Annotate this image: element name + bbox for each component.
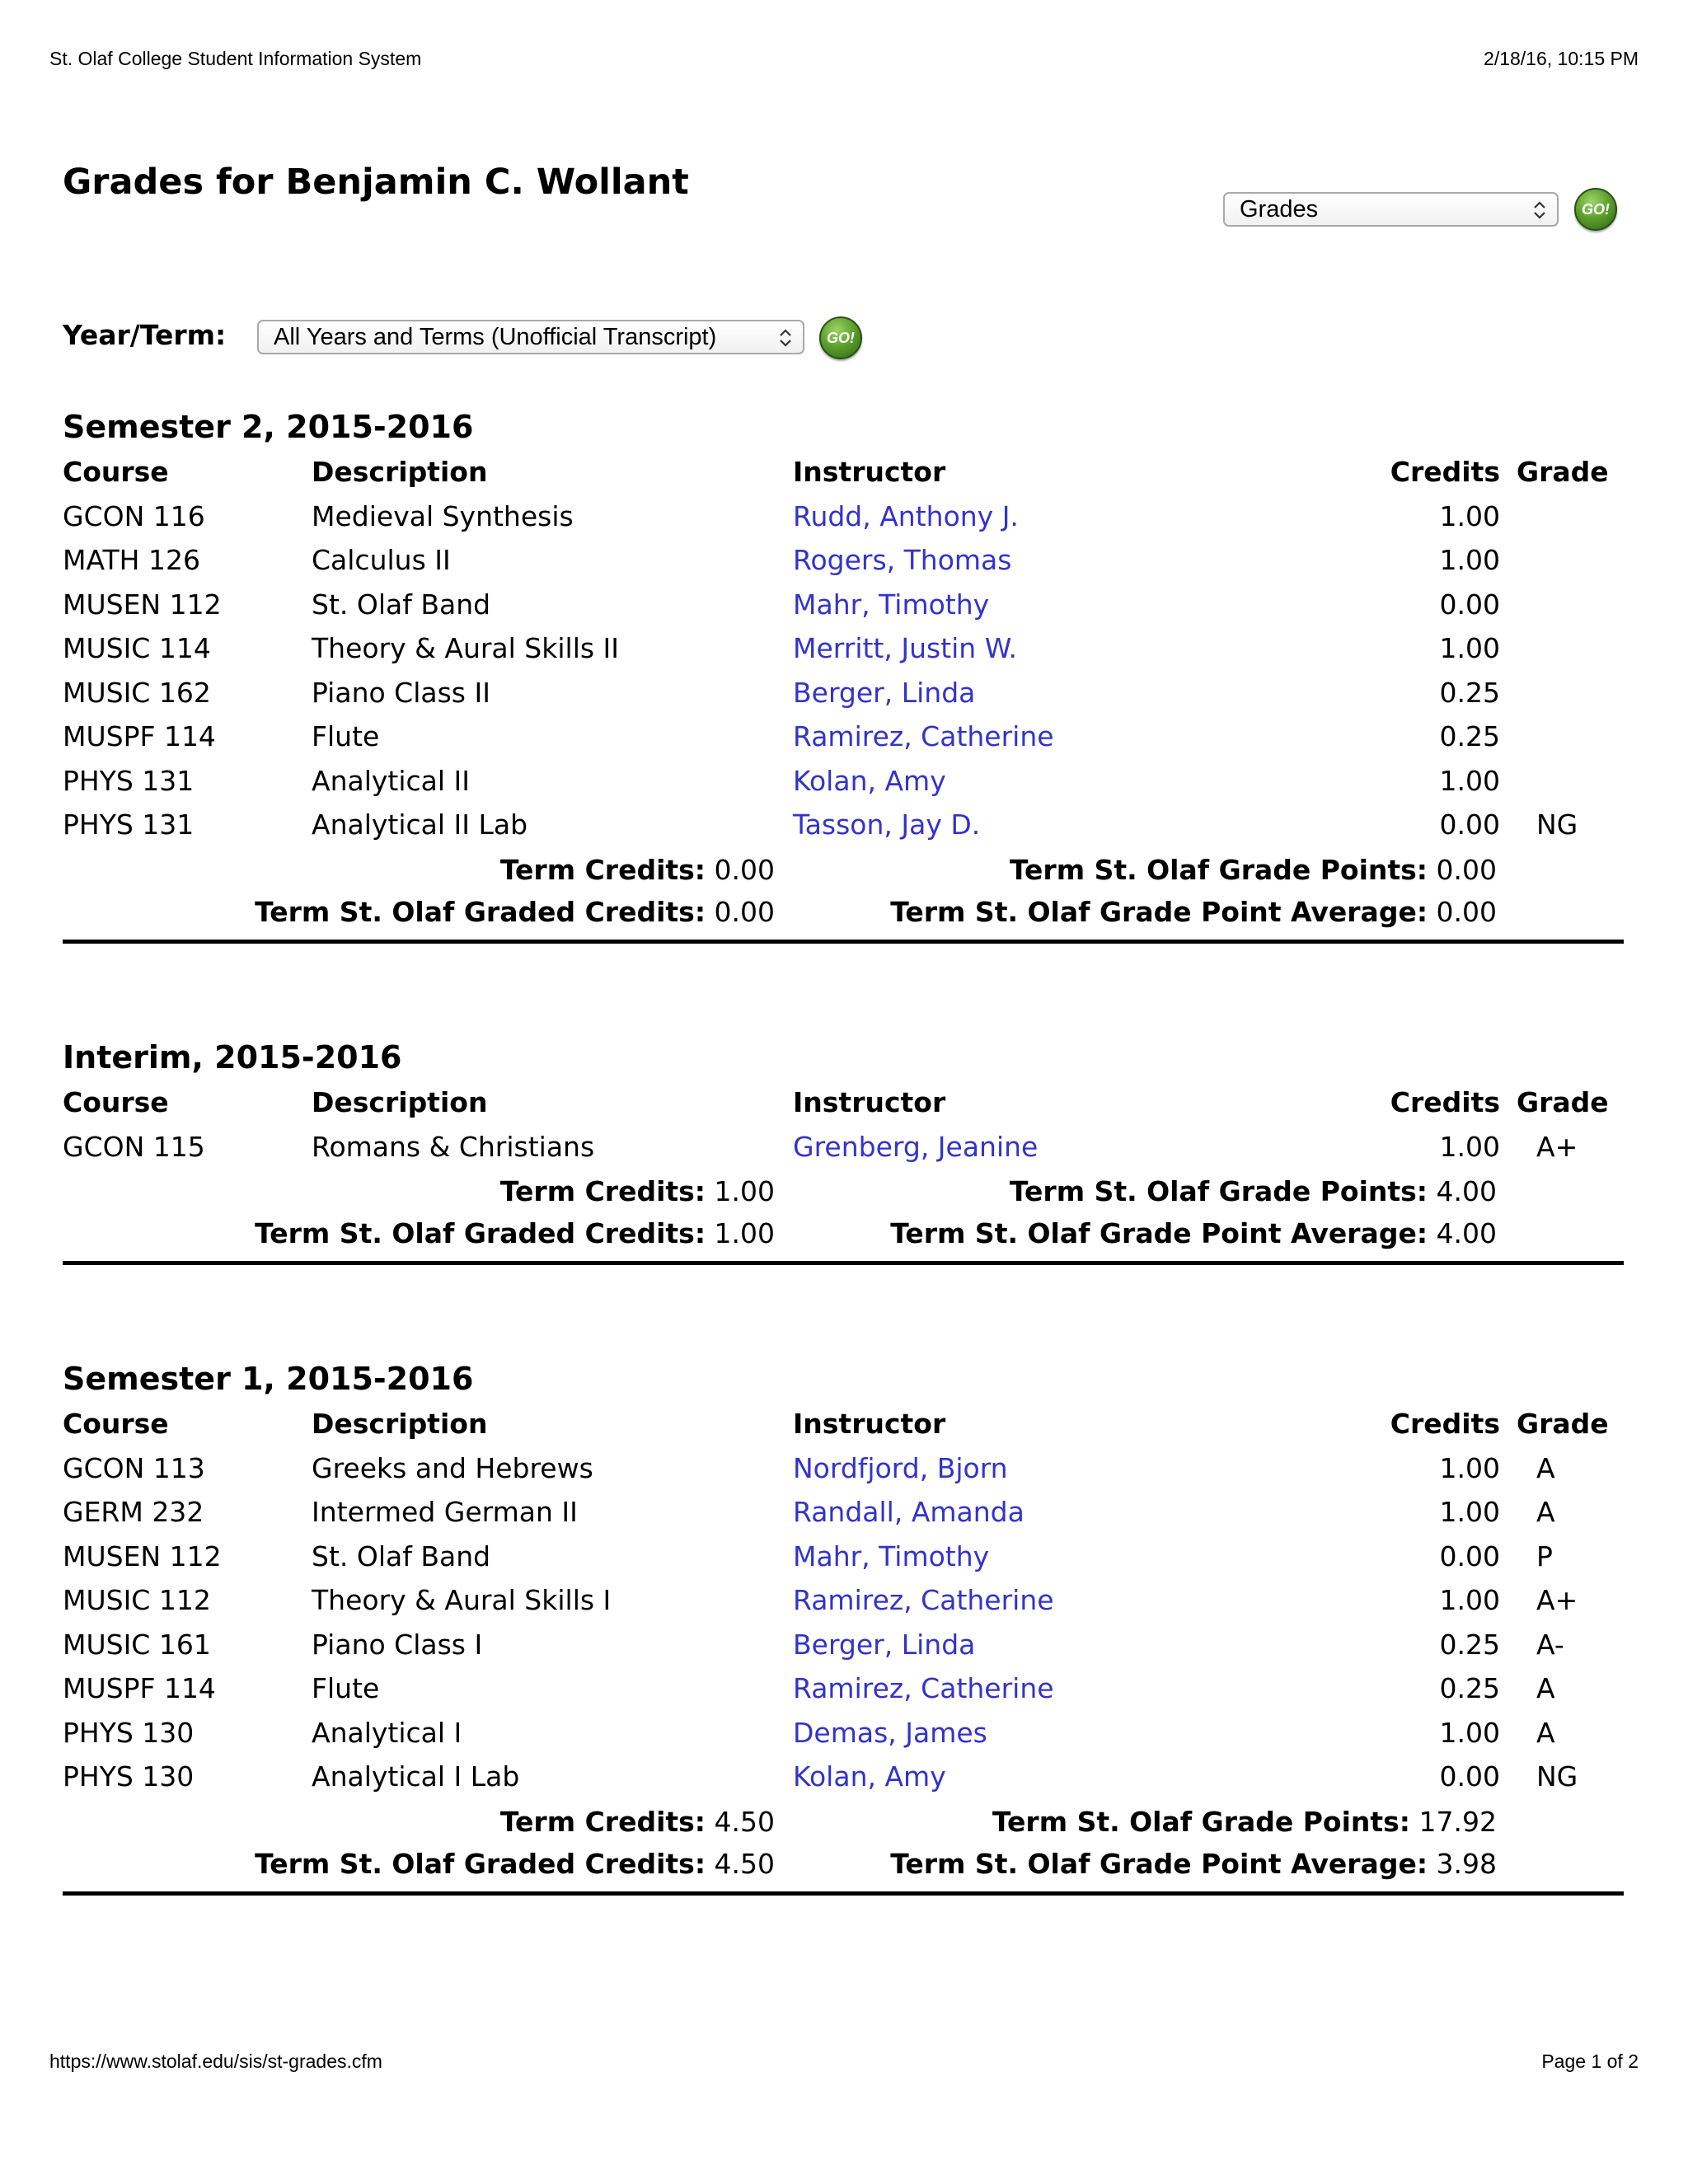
- course-code: MUSPF 114: [63, 720, 216, 752]
- course-grade: A: [1536, 1496, 1555, 1528]
- table-row: [63, 1578, 1624, 1623]
- course-credits: 1.00: [1439, 1716, 1500, 1749]
- course-code: PHYS 131: [63, 808, 195, 841]
- term-totals: [63, 1799, 1624, 1883]
- graded-credits-value: 1.00: [714, 1217, 775, 1249]
- course-description: St. Olaf Band: [312, 588, 491, 621]
- instructor-link[interactable]: Nordfjord, Bjorn: [793, 1451, 1008, 1484]
- go-button-icon: GO!: [827, 329, 855, 346]
- course-grade: P: [1536, 1540, 1553, 1572]
- course-credits: 1.00: [1439, 1496, 1500, 1528]
- table-row: [63, 1623, 1624, 1667]
- column-header-credits: Credits: [1390, 1086, 1500, 1118]
- course-description: Intermed German II: [312, 1496, 578, 1528]
- course-credits: 1.00: [1439, 1451, 1500, 1484]
- page-url: https://www.stolaf.edu/sis/st-grades.cfm: [49, 2050, 382, 2072]
- grade-points-label: Term St. Olaf Grade Points:: [1009, 853, 1428, 886]
- graded-credits-total: [255, 1217, 775, 1249]
- graded-credits-value: 0.00: [714, 895, 775, 928]
- term-totals: [63, 1169, 1624, 1253]
- graded-credits-label: Term St. Olaf Graded Credits:: [255, 895, 706, 928]
- course-description: Analytical I: [312, 1716, 462, 1749]
- term-section: [63, 404, 1624, 944]
- year-term-label: Year/Term:: [63, 319, 227, 351]
- course-grade: A: [1536, 1672, 1555, 1704]
- page-number: Page 1 of 2: [1541, 2050, 1639, 2072]
- course-description: Piano Class II: [312, 676, 490, 709]
- course-code: GCON 113: [63, 1451, 205, 1484]
- table-row: [63, 626, 1624, 671]
- course-credits: 0.00: [1439, 808, 1500, 841]
- course-credits: 1.00: [1439, 499, 1500, 532]
- select-arrows-icon: [1532, 199, 1547, 221]
- term-credits-label: Term Credits:: [499, 1175, 706, 1207]
- select-arrows-icon: [778, 327, 793, 349]
- course-description: St. Olaf Band: [312, 1540, 491, 1572]
- graded-credits-label: Term St. Olaf Graded Credits:: [255, 1217, 706, 1249]
- term-credits-value: 1.00: [714, 1175, 775, 1207]
- table-row: [63, 1711, 1624, 1755]
- course-rows: [63, 1125, 1624, 1169]
- course-code: MUSIC 114: [63, 632, 211, 664]
- column-header-instructor: Instructor: [793, 1086, 946, 1118]
- term-title: Semester 2, 2015-2016: [63, 409, 474, 445]
- view-select[interactable]: [1223, 192, 1559, 227]
- column-header-description: Description: [312, 1408, 488, 1440]
- print-footer: [49, 2050, 1639, 2073]
- column-header-course: Course: [63, 1408, 169, 1440]
- table-row: [63, 1490, 1624, 1535]
- table-row: [63, 1535, 1624, 1579]
- gpa-label: Term St. Olaf Grade Point Average:: [890, 895, 1428, 928]
- instructor-link[interactable]: Kolan, Amy: [793, 764, 946, 797]
- course-code: MUSIC 162: [63, 676, 211, 709]
- table-row: [63, 494, 1624, 539]
- table-row: [63, 671, 1624, 715]
- grade-points-label: Term St. Olaf Grade Points:: [992, 1805, 1411, 1838]
- graded-credits-value: 4.50: [714, 1847, 775, 1880]
- gpa-label: Term St. Olaf Grade Point Average:: [890, 1217, 1428, 1249]
- course-credits: 1.00: [1439, 1130, 1500, 1163]
- table-row: [63, 803, 1624, 847]
- column-header-course: Course: [63, 456, 169, 488]
- column-header-credits: Credits: [1390, 1408, 1500, 1440]
- course-description: Greeks and Hebrews: [312, 1451, 593, 1484]
- section-divider: [63, 1261, 1624, 1265]
- table-row: [63, 759, 1624, 804]
- section-divider: [63, 1891, 1624, 1896]
- course-description: Romans & Christians: [312, 1130, 595, 1163]
- gpa-value: 4.00: [1436, 1217, 1497, 1249]
- column-header-grade: Grade: [1517, 456, 1609, 488]
- year-term-select[interactable]: [257, 320, 804, 354]
- instructor-link[interactable]: Rogers, Thomas: [793, 544, 1012, 576]
- course-code: GCON 116: [63, 499, 205, 532]
- course-credits: 1.00: [1439, 1584, 1500, 1616]
- section-divider: [63, 940, 1624, 944]
- column-header-credits: Credits: [1390, 456, 1500, 488]
- course-code: GCON 115: [63, 1130, 205, 1163]
- course-code: PHYS 131: [63, 764, 195, 797]
- course-credits: 1.00: [1439, 632, 1500, 664]
- course-description: Flute: [312, 1672, 380, 1704]
- course-code: MATH 126: [63, 544, 200, 576]
- term-credits-total: [500, 854, 775, 886]
- course-code: MUSIC 112: [63, 1584, 211, 1616]
- grade-points-value: 4.00: [1436, 1175, 1497, 1207]
- instructor-link[interactable]: Randall, Amanda: [793, 1496, 1025, 1528]
- course-code: MUSPF 114: [63, 1672, 216, 1704]
- course-credits: 0.00: [1439, 1760, 1500, 1793]
- term-credits-label: Term Credits:: [499, 1805, 706, 1838]
- gpa-total: [890, 1217, 1497, 1249]
- grade-points-total: [1010, 1175, 1497, 1207]
- instructor-link[interactable]: Kolan, Amy: [793, 1760, 946, 1793]
- course-credits: 0.25: [1439, 720, 1500, 752]
- course-credits: 1.00: [1439, 764, 1500, 797]
- course-grade: NG: [1536, 1760, 1578, 1793]
- course-code: MUSEN 112: [63, 1540, 222, 1572]
- gpa-value: 0.00: [1436, 895, 1497, 928]
- table-row: [63, 583, 1624, 627]
- graded-credits-label: Term St. Olaf Graded Credits:: [255, 1847, 706, 1880]
- course-description: Medieval Synthesis: [312, 499, 574, 532]
- table-row: [63, 1125, 1624, 1169]
- instructor-link[interactable]: Rudd, Anthony J.: [793, 499, 1019, 532]
- gpa-value: 3.98: [1436, 1847, 1497, 1880]
- print-header: [49, 48, 1639, 70]
- course-grade: NG: [1536, 808, 1578, 841]
- instructor-link[interactable]: Demas, James: [793, 1716, 987, 1749]
- course-rows: [63, 1446, 1624, 1799]
- instructor-link[interactable]: Ramirez, Catherine: [793, 1672, 1054, 1704]
- column-header-grade: Grade: [1517, 1086, 1609, 1118]
- course-credits: 0.00: [1439, 588, 1500, 621]
- term-credits-label: Term Credits:: [499, 853, 706, 886]
- instructor-link[interactable]: Berger, Linda: [793, 676, 976, 709]
- course-description: Calculus II: [312, 544, 451, 576]
- column-header-description: Description: [312, 1086, 488, 1118]
- gpa-total: [890, 1848, 1497, 1880]
- course-description: Analytical I Lab: [312, 1760, 520, 1793]
- course-code: PHYS 130: [63, 1760, 195, 1793]
- course-grade: A+: [1536, 1584, 1578, 1616]
- instructor-link[interactable]: Ramirez, Catherine: [793, 1584, 1054, 1616]
- grade-points-total: [1010, 854, 1497, 886]
- grade-points-total: [992, 1806, 1497, 1838]
- term-credits-total: [500, 1175, 775, 1207]
- course-code: PHYS 130: [63, 1716, 195, 1749]
- course-grade: A-: [1536, 1628, 1564, 1661]
- column-header-instructor: Instructor: [793, 456, 946, 488]
- site-title: St. Olaf College Student Information System: [49, 48, 422, 69]
- instructor-link[interactable]: Merritt, Justin W.: [793, 632, 1018, 664]
- column-header-instructor: Instructor: [793, 1408, 946, 1440]
- view-go-button[interactable]: [1574, 188, 1617, 231]
- course-credits: 1.00: [1439, 544, 1500, 576]
- course-credits: 0.00: [1439, 1540, 1500, 1572]
- course-description: Theory & Aural Skills II: [312, 632, 620, 664]
- term-credits-value: 4.50: [714, 1805, 775, 1838]
- instructor-link[interactable]: Mahr, Timothy: [793, 588, 990, 621]
- term-section: [63, 1034, 1624, 1265]
- course-description: Piano Class I: [312, 1628, 483, 1661]
- grade-points-value: 0.00: [1436, 853, 1497, 886]
- term-title: Interim, 2015-2016: [63, 1039, 402, 1076]
- course-rows: [63, 494, 1624, 847]
- column-header-grade: Grade: [1517, 1408, 1609, 1440]
- course-description: Flute: [312, 720, 380, 752]
- grade-points-label: Term St. Olaf Grade Points:: [1009, 1175, 1428, 1207]
- course-grade: A+: [1536, 1130, 1578, 1163]
- course-credits: 0.25: [1439, 676, 1500, 709]
- course-grade: A: [1536, 1451, 1555, 1484]
- instructor-link[interactable]: Ramirez, Catherine: [793, 720, 1054, 752]
- term-credits-total: [500, 1806, 775, 1838]
- term-section: [63, 1356, 1624, 1896]
- table-header: [63, 450, 1624, 494]
- course-credits: 0.25: [1439, 1628, 1500, 1661]
- table-header: [63, 1080, 1624, 1125]
- instructor-link[interactable]: Mahr, Timothy: [793, 1540, 990, 1572]
- gpa-total: [890, 896, 1497, 928]
- table-row: [63, 1666, 1624, 1711]
- instructor-link[interactable]: Berger, Linda: [793, 1628, 976, 1661]
- instructor-link[interactable]: Grenberg, Jeanine: [793, 1130, 1039, 1163]
- term-totals: [63, 847, 1624, 931]
- table-row: [63, 1446, 1624, 1491]
- course-grade: A: [1536, 1716, 1555, 1749]
- column-header-course: Course: [63, 1086, 169, 1118]
- year-term-select-value: All Years and Terms (Unofficial Transcript): [274, 323, 717, 350]
- column-header-description: Description: [312, 456, 488, 488]
- instructor-link[interactable]: Tasson, Jay D.: [793, 808, 981, 841]
- grade-points-value: 17.92: [1418, 1805, 1497, 1838]
- page-title: Grades for Benjamin C. Wollant: [63, 162, 689, 203]
- term-credits-value: 0.00: [714, 853, 775, 886]
- course-description: Analytical II: [312, 764, 471, 797]
- table-header: [63, 1402, 1624, 1446]
- table-row: [63, 1755, 1624, 1799]
- go-button-icon: GO!: [1582, 200, 1610, 218]
- table-row: [63, 715, 1624, 759]
- course-code: MUSEN 112: [63, 588, 222, 621]
- year-term-go-button[interactable]: [819, 316, 862, 359]
- graded-credits-total: [255, 896, 775, 928]
- table-row: [63, 538, 1624, 583]
- course-description: Theory & Aural Skills I: [312, 1584, 612, 1616]
- course-code: GERM 232: [63, 1496, 204, 1528]
- graded-credits-total: [255, 1848, 775, 1880]
- view-select-value: Grades: [1240, 195, 1319, 223]
- course-code: MUSIC 161: [63, 1628, 211, 1661]
- term-title: Semester 1, 2015-2016: [63, 1361, 474, 1397]
- print-datetime: 2/18/16, 10:15 PM: [1484, 48, 1639, 69]
- gpa-label: Term St. Olaf Grade Point Average:: [890, 1847, 1428, 1880]
- course-credits: 0.25: [1439, 1672, 1500, 1704]
- course-description: Analytical II Lab: [312, 808, 528, 841]
